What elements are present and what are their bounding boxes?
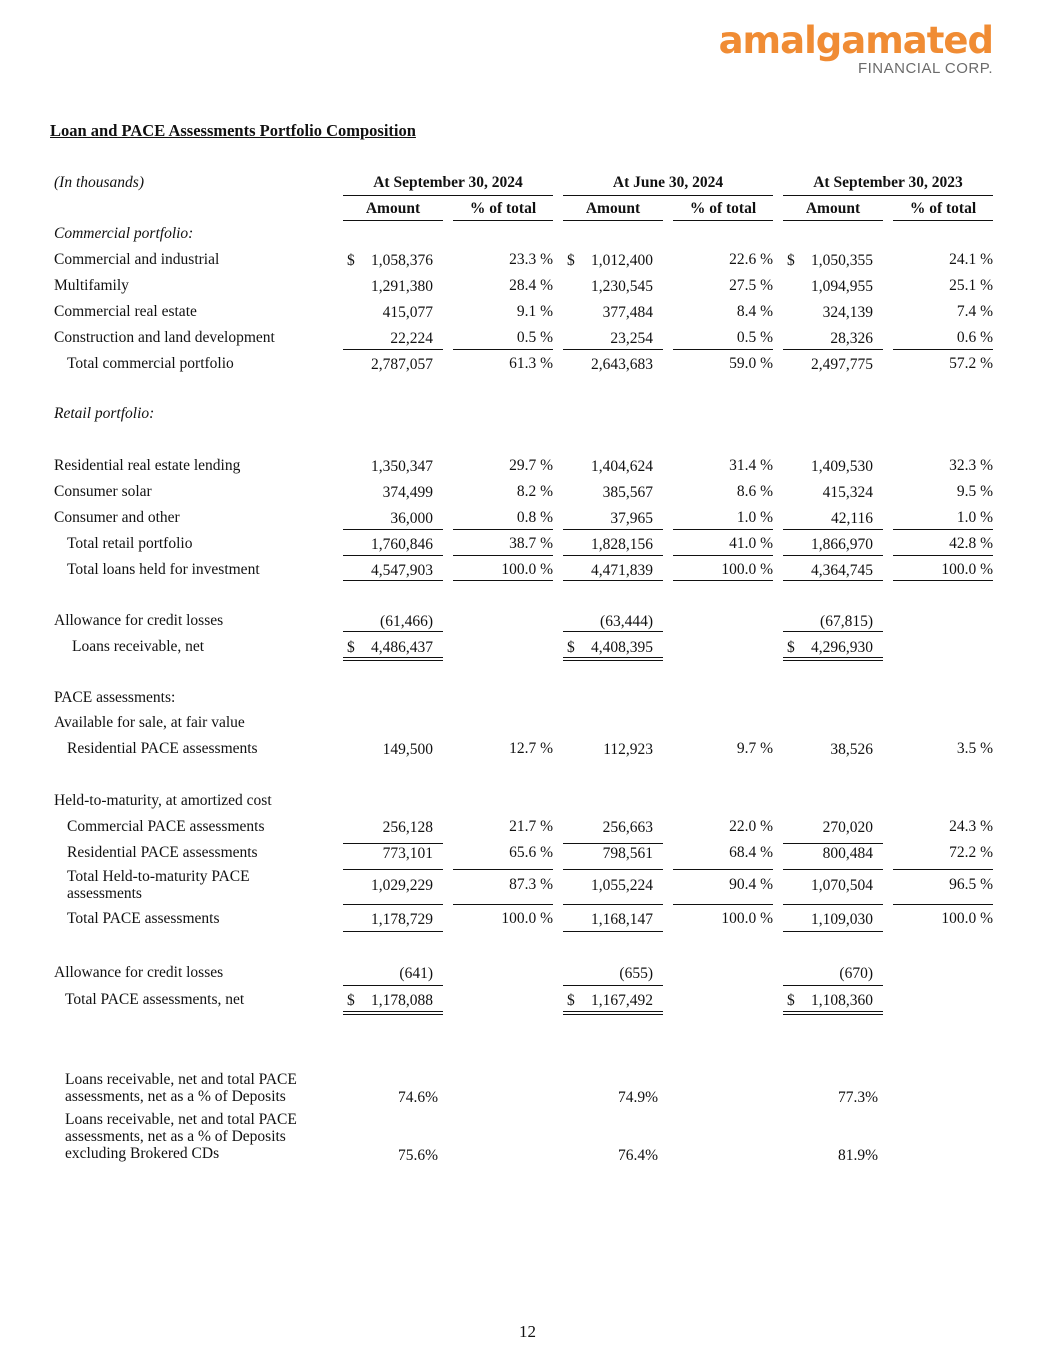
amount-cell: (61,466): [380, 613, 433, 630]
rule-line: [893, 904, 993, 905]
percent-cell: 0.6 %: [956, 329, 993, 346]
amount-cell: (63,444): [600, 613, 653, 630]
rule-line: [783, 931, 883, 932]
percent-cell: 8.6 %: [736, 483, 773, 500]
dollar-sign: $: [567, 639, 575, 656]
subheader-amount: Amount: [343, 200, 443, 221]
amount-cell: 75.6%: [397, 1147, 438, 1164]
rule-line: [563, 555, 663, 556]
subheader-pct: % of total: [673, 200, 773, 221]
row-label: Total retail portfolio: [67, 535, 193, 552]
percent-cell: 100.0 %: [941, 561, 993, 578]
row-label: Loans receivable, net and total PACE: [65, 1071, 297, 1088]
amount-cell: 1,029,229: [371, 877, 433, 894]
page-number: 12: [519, 1322, 536, 1341]
amount-cell: 1,866,970: [811, 536, 873, 553]
amount-cell: 1,070,504: [811, 877, 873, 894]
percent-cell: 0.5 %: [516, 329, 553, 346]
period-header-sep-2023: At September 30, 2023: [783, 174, 993, 196]
double-rule-line: [563, 657, 663, 661]
amount-cell: 4,471,839: [591, 562, 653, 579]
percent-cell: 1.0 %: [956, 509, 993, 526]
amount-cell: 1,058,376: [371, 252, 433, 269]
amount-cell: (655): [619, 965, 653, 982]
rule-line: [783, 529, 883, 530]
percent-cell: 22.6 %: [729, 251, 773, 268]
amount-cell: 4,547,903: [371, 562, 433, 579]
rule-line: [343, 555, 443, 556]
rule-line: [893, 869, 993, 870]
percent-cell: 8.2 %: [516, 483, 553, 500]
row-label-continued: assessments: [67, 885, 142, 902]
rule-line: [673, 580, 773, 581]
row-label: Total commercial portfolio: [67, 355, 234, 372]
amount-cell: 1,108,360: [811, 992, 873, 1009]
row-label: Loans receivable, net and total PACE: [65, 1111, 297, 1128]
percent-cell: 59.0 %: [729, 355, 773, 372]
row-label: Total loans held for investment: [67, 561, 260, 578]
amount-cell: 1,167,492: [591, 992, 653, 1009]
rule-line: [453, 869, 553, 870]
percent-cell: 24.3 %: [949, 818, 993, 835]
amount-cell: 1,760,846: [371, 536, 433, 553]
dollar-sign: $: [347, 992, 355, 1009]
amount-cell: 415,077: [382, 304, 433, 321]
rule-line: [563, 631, 663, 632]
percent-cell: 29.7 %: [509, 457, 553, 474]
rule-line: [563, 904, 663, 905]
percent-cell: 7.4 %: [956, 303, 993, 320]
amount-cell: 2,497,775: [811, 356, 873, 373]
amount-cell: 800,484: [822, 845, 873, 862]
rule-line: [453, 555, 553, 556]
rule-line: [343, 985, 443, 986]
row-label: Residential PACE assessments: [67, 844, 258, 861]
rule-line: [453, 349, 553, 350]
rule-line: [563, 931, 663, 932]
rule-line: [453, 580, 553, 581]
dollar-sign: $: [567, 992, 575, 1009]
rule-line: [343, 843, 443, 844]
amount-cell: 1,404,624: [591, 458, 653, 475]
amount-cell: 1,230,545: [591, 278, 653, 295]
percent-cell: 8.4 %: [736, 303, 773, 320]
amount-cell: 36,000: [390, 510, 433, 527]
rule-line: [343, 529, 443, 530]
double-rule-line: [783, 657, 883, 661]
amount-cell: 38,526: [830, 741, 873, 758]
percent-cell: 96.5 %: [949, 876, 993, 893]
percent-cell: 0.5 %: [736, 329, 773, 346]
percent-cell: 0.8 %: [516, 509, 553, 526]
amount-cell: 4,364,745: [811, 562, 873, 579]
rule-line: [783, 843, 883, 844]
amount-cell: 1,168,147: [591, 911, 653, 928]
row-label: Commercial portfolio:: [54, 225, 194, 242]
row-label: Commercial and industrial: [54, 251, 220, 268]
row-label: Available for sale, at fair value: [54, 714, 245, 731]
row-label: Residential real estate lending: [54, 457, 241, 474]
amount-cell: (641): [399, 965, 433, 982]
amount-cell: 773,101: [382, 845, 433, 862]
percent-cell: 38.7 %: [509, 535, 553, 552]
amount-cell: 4,296,930: [811, 639, 873, 656]
percent-cell: 41.0 %: [729, 535, 773, 552]
double-rule-line: [343, 657, 443, 661]
rule-line: [783, 904, 883, 905]
amount-cell: 112,923: [603, 741, 653, 758]
amount-cell: 256,128: [382, 819, 433, 836]
dollar-sign: $: [787, 992, 795, 1009]
row-label-continued: assessments, net as a % of Deposits: [65, 1088, 286, 1105]
percent-cell: 21.7 %: [509, 818, 553, 835]
rule-line: [783, 985, 883, 986]
rule-line: [563, 529, 663, 530]
amount-cell: 1,178,729: [371, 911, 433, 928]
rule-line: [343, 580, 443, 581]
amount-cell: 1,050,355: [811, 252, 873, 269]
row-label: Commercial real estate: [54, 303, 197, 320]
amount-cell: 324,139: [822, 304, 873, 321]
amount-cell: 1,409,530: [811, 458, 873, 475]
percent-cell: 72.2 %: [949, 844, 993, 861]
amount-cell: 42,116: [830, 510, 873, 527]
percent-cell: 65.6 %: [509, 844, 553, 861]
company-logo: [718, 19, 993, 77]
amount-cell: 76.4%: [617, 1147, 658, 1164]
amount-cell: 377,484: [602, 304, 653, 321]
amount-cell: 4,408,395: [591, 639, 653, 656]
dollar-sign: $: [567, 252, 575, 269]
double-rule-line: [343, 1011, 443, 1015]
rule-line: [673, 555, 773, 556]
rule-line: [673, 904, 773, 905]
logo-wordmark: amalgamated: [718, 19, 993, 62]
amount-cell: 1,012,400: [591, 252, 653, 269]
period-header-sep-2024: At September 30, 2024: [343, 174, 553, 196]
row-label: Multifamily: [54, 277, 129, 294]
row-label: Total PACE assessments, net: [65, 991, 245, 1008]
percent-cell: 68.4 %: [729, 844, 773, 861]
row-label: Residential PACE assessments: [67, 740, 258, 757]
percent-cell: 32.3 %: [949, 457, 993, 474]
rule-line: [563, 869, 663, 870]
rule-line: [783, 631, 883, 632]
dollar-sign: $: [347, 639, 355, 656]
rule-line: [563, 580, 663, 581]
percent-cell: 3.5 %: [956, 740, 993, 757]
amount-cell: 1,350,347: [371, 458, 433, 475]
percent-cell: 9.7 %: [736, 740, 773, 757]
row-label: Consumer and other: [54, 509, 180, 526]
amount-cell: 74.6%: [397, 1089, 438, 1106]
subheader-amount: Amount: [563, 200, 663, 221]
rule-line: [673, 869, 773, 870]
amount-cell: 149,500: [382, 741, 433, 758]
amount-cell: 1,094,955: [811, 278, 873, 295]
rule-line: [343, 904, 443, 905]
amount-cell: 81.9%: [837, 1147, 878, 1164]
rule-line: [893, 529, 993, 530]
dollar-sign: $: [787, 639, 795, 656]
percent-cell: 9.5 %: [956, 483, 993, 500]
row-label: Construction and land development: [54, 329, 275, 346]
row-label: PACE assessments:: [54, 689, 176, 706]
amount-cell: 256,663: [602, 819, 653, 836]
rule-line: [343, 631, 443, 632]
percent-cell: 9.1 %: [516, 303, 553, 320]
amount-cell: 74.9%: [617, 1089, 658, 1106]
row-label-continued: excluding Brokered CDs: [65, 1145, 220, 1162]
period-header-jun-2024: At June 30, 2024: [563, 174, 773, 196]
rule-line: [343, 869, 443, 870]
row-label: Consumer solar: [54, 483, 152, 500]
amount-cell: 2,643,683: [591, 356, 653, 373]
percent-cell: 87.3 %: [509, 876, 553, 893]
percent-cell: 100.0 %: [501, 910, 553, 927]
rule-line: [783, 555, 883, 556]
row-label: Allowance for credit losses: [54, 964, 224, 981]
dollar-sign: $: [787, 252, 795, 269]
rule-line: [893, 580, 993, 581]
percent-cell: 42.8 %: [949, 535, 993, 552]
percent-cell: 100.0 %: [941, 910, 993, 927]
row-label: Loans receivable, net: [72, 638, 205, 655]
subheader-amount: Amount: [783, 200, 883, 221]
rule-line: [343, 931, 443, 932]
amount-cell: 28,326: [830, 330, 873, 347]
amount-cell: 374,499: [382, 484, 433, 501]
percent-cell: 100.0 %: [501, 561, 553, 578]
amount-cell: 1,291,380: [371, 278, 433, 295]
percent-cell: 61.3 %: [509, 355, 553, 372]
amount-cell: 798,561: [602, 845, 653, 862]
subheader-pct: % of total: [453, 200, 553, 221]
amount-cell: 23,254: [610, 330, 653, 347]
page-title: Loan and PACE Assessments Portfolio Composition: [50, 121, 416, 140]
amount-cell: 270,020: [822, 819, 873, 836]
rule-line: [673, 529, 773, 530]
amount-cell: 4,486,437: [371, 639, 433, 656]
percent-cell: 25.1 %: [949, 277, 993, 294]
amount-cell: 2,787,057: [371, 356, 433, 373]
rule-line: [563, 843, 663, 844]
percent-cell: 31.4 %: [729, 457, 773, 474]
amount-cell: 37,965: [610, 510, 653, 527]
percent-cell: 90.4 %: [729, 876, 773, 893]
percent-cell: 57.2 %: [949, 355, 993, 372]
percent-cell: 1.0 %: [736, 509, 773, 526]
percent-cell: 23.3 %: [509, 251, 553, 268]
subheader-pct: % of total: [893, 200, 993, 221]
row-label-continued: assessments, net as a % of Deposits: [65, 1128, 286, 1145]
rule-line: [783, 869, 883, 870]
percent-cell: 12.7 %: [509, 740, 553, 757]
rule-line: [783, 349, 883, 350]
percent-cell: 24.1 %: [949, 251, 993, 268]
amount-cell: 77.3%: [837, 1089, 878, 1106]
row-label: Allowance for credit losses: [54, 612, 224, 629]
percent-cell: 100.0 %: [721, 910, 773, 927]
double-rule-line: [563, 1011, 663, 1015]
amount-cell: 1,828,156: [591, 536, 653, 553]
amount-cell: (67,815): [820, 613, 873, 630]
percent-cell: 100.0 %: [721, 561, 773, 578]
row-label: Commercial PACE assessments: [67, 818, 265, 835]
rule-line: [563, 985, 663, 986]
amount-cell: (670): [839, 965, 873, 982]
amount-cell: 1,055,224: [591, 877, 653, 894]
double-rule-line: [783, 1011, 883, 1015]
rule-line: [673, 349, 773, 350]
units-label: (In thousands): [54, 174, 144, 191]
amount-cell: 22,224: [390, 330, 433, 347]
percent-cell: 27.5 %: [729, 277, 773, 294]
row-label: Held-to-maturity, at amortized cost: [54, 792, 272, 809]
row-label: Retail portfolio:: [54, 405, 155, 422]
rule-line: [453, 529, 553, 530]
row-label: Total Held-to-maturity PACE: [67, 868, 250, 885]
amount-cell: 1,109,030: [811, 911, 873, 928]
rule-line: [563, 349, 663, 350]
percent-cell: 28.4 %: [509, 277, 553, 294]
amount-cell: 1,178,088: [371, 992, 433, 1009]
rule-line: [893, 555, 993, 556]
percent-cell: 22.0 %: [729, 818, 773, 835]
rule-line: [343, 349, 443, 350]
dollar-sign: $: [347, 252, 355, 269]
amount-cell: 415,324: [822, 484, 873, 501]
rule-line: [453, 904, 553, 905]
rule-line: [893, 349, 993, 350]
rule-line: [783, 580, 883, 581]
logo-subtitle: FINANCIAL CORP.: [857, 60, 993, 77]
amount-cell: 385,567: [602, 484, 653, 501]
row-label: Total PACE assessments: [67, 910, 220, 927]
